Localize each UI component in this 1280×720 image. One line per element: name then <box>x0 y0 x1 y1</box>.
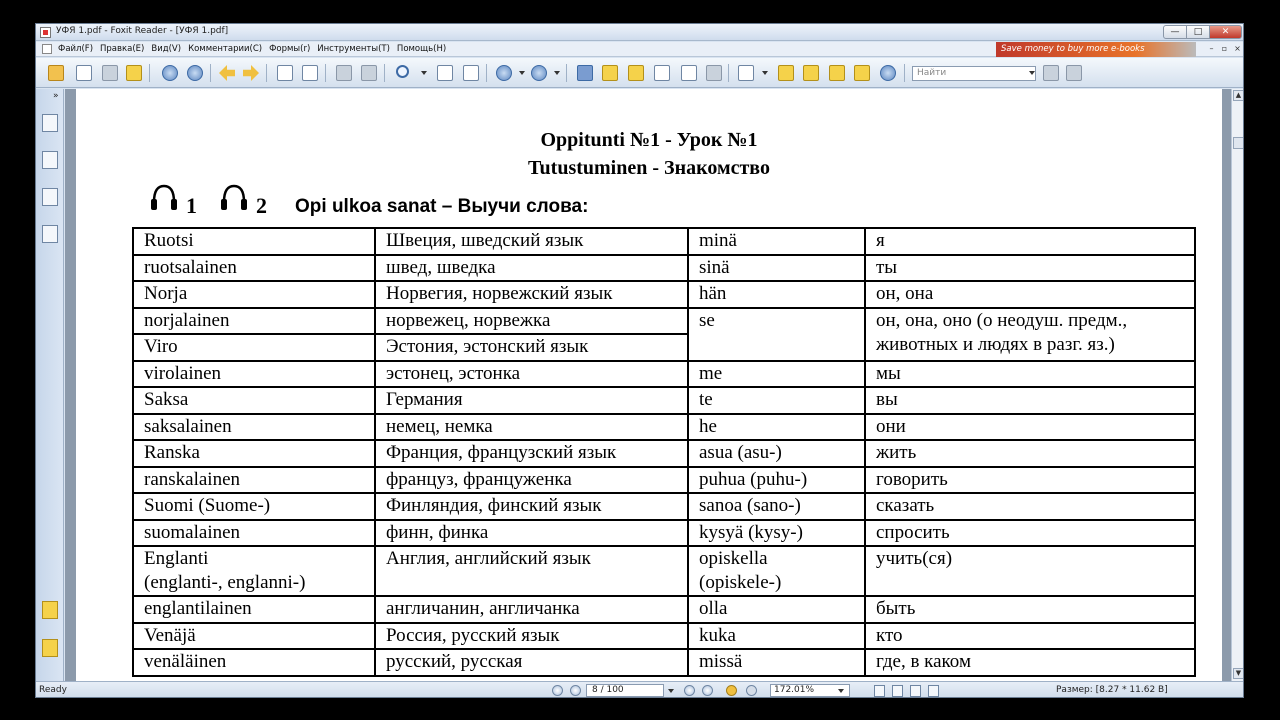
fit-page-icon[interactable] <box>437 65 453 81</box>
zoom-in-icon[interactable] <box>531 65 547 81</box>
note-icon[interactable] <box>854 65 870 81</box>
chevron-down-icon[interactable] <box>421 71 427 75</box>
table-cell: kuka <box>688 623 865 650</box>
table-cell: швед, шведка <box>375 255 688 282</box>
table-cell: немец, немка <box>375 414 688 441</box>
forward-icon[interactable] <box>243 65 259 81</box>
table-cell: русский, русская <box>375 649 688 676</box>
table-cell <box>865 308 1195 361</box>
menu-bar <box>36 42 1243 57</box>
save-icon[interactable] <box>76 65 92 81</box>
menu-edit[interactable]: Правка(E) <box>100 44 145 54</box>
table-row <box>133 361 1195 388</box>
facing-icon[interactable] <box>910 685 921 697</box>
cell-line: opiskella <box>699 548 768 569</box>
hand-tool-icon[interactable] <box>577 65 593 81</box>
table-cell: француз, француженка <box>375 467 688 494</box>
table-row <box>133 308 1195 335</box>
zoom-input[interactable]: 172.01% <box>770 684 850 697</box>
email-icon[interactable] <box>126 65 142 81</box>
foxit-window <box>35 23 1244 698</box>
table-row <box>133 387 1195 414</box>
pdf-page <box>76 89 1222 681</box>
text-tool-icon[interactable] <box>654 65 670 81</box>
menu-forms[interactable]: Формы(r) <box>269 44 311 54</box>
table-cell: англичанин, англичанка <box>375 596 688 623</box>
status-bar <box>36 681 1243 698</box>
table-row <box>133 414 1195 441</box>
back-icon[interactable] <box>726 685 737 696</box>
continuous-facing-icon[interactable] <box>928 685 939 697</box>
table-cell: hän <box>688 281 865 308</box>
toolbar <box>36 58 1243 88</box>
back-icon[interactable] <box>219 65 235 81</box>
cell-line: (opiskele-) <box>699 572 782 593</box>
search-input[interactable]: Найти <box>912 66 1036 81</box>
scroll-up-icon[interactable]: ▲ <box>1233 90 1244 101</box>
table-cell: kysyä (kysy-) <box>688 520 865 547</box>
menu-tools[interactable]: Инструменты(T) <box>317 44 390 54</box>
pages-icon[interactable] <box>42 151 58 169</box>
scroll-down-icon[interactable]: ▼ <box>1233 668 1244 679</box>
table-cell: Норвегия, норвежский язык <box>375 281 688 308</box>
table-cell: Ranska <box>133 440 375 467</box>
vocabulary-table <box>132 227 1196 677</box>
table-row <box>133 255 1195 282</box>
select-text-icon[interactable] <box>602 65 618 81</box>
minimize-button[interactable]: — <box>1163 25 1187 39</box>
table-cell: Россия, русский язык <box>375 623 688 650</box>
table-cell: жить <box>865 440 1195 467</box>
cell-line: (englanti-, englanni-) <box>144 572 306 593</box>
menu-view[interactable]: Вид(V) <box>151 44 182 54</box>
table-cell: говорить <box>865 467 1195 494</box>
table-row <box>133 596 1195 623</box>
table-cell: мы <box>865 361 1195 388</box>
pencil-icon[interactable] <box>778 65 794 81</box>
vertical-scrollbar[interactable] <box>1231 89 1244 681</box>
menu-file[interactable]: Файл(F) <box>58 44 94 54</box>
annotations-icon[interactable] <box>42 225 58 243</box>
menu-help[interactable]: Помощь(H) <box>396 44 447 54</box>
scroll-thumb[interactable] <box>1233 137 1244 149</box>
typewriter-icon[interactable] <box>681 65 697 81</box>
table-cell: ruotsalainen <box>133 255 375 282</box>
table-cell: ты <box>865 255 1195 282</box>
promo-banner[interactable]: Save money to buy more e-books <box>996 42 1196 57</box>
table-row <box>133 493 1195 520</box>
table-cell: Германия <box>375 387 688 414</box>
table-cell: Швеция, шведский язык <box>375 228 688 255</box>
table-row <box>133 467 1195 494</box>
single-page-icon[interactable] <box>874 685 885 697</box>
textbox-icon[interactable] <box>829 65 845 81</box>
table-cell: saksalainen <box>133 414 375 441</box>
table-cell: быть <box>865 596 1195 623</box>
page-number-input[interactable]: 8 / 100 <box>586 684 664 697</box>
table-cell: Norja <box>133 281 375 308</box>
menu-items <box>58 44 446 54</box>
table-cell <box>133 546 375 596</box>
headphones-icon <box>149 182 179 212</box>
document-area[interactable] <box>65 89 1231 681</box>
app-icon <box>40 27 51 38</box>
insert-pages-icon[interactable] <box>302 65 318 81</box>
highlight-icon[interactable] <box>803 65 819 81</box>
first-page-icon[interactable] <box>552 685 563 696</box>
layers-icon[interactable] <box>42 188 58 206</box>
table-cell: te <box>688 387 865 414</box>
audio-track-1: 1 <box>186 193 197 218</box>
table-cell: Saksa <box>133 387 375 414</box>
table-cell: minä <box>688 228 865 255</box>
table-row <box>133 281 1195 308</box>
table-cell: se <box>688 308 865 361</box>
doc-restore-icon[interactable]: ▫ <box>1221 44 1228 53</box>
table-cell: Финляндия, финский язык <box>375 493 688 520</box>
attachments-icon[interactable] <box>42 639 58 657</box>
table-cell: Suomi (Suome-) <box>133 493 375 520</box>
close-button[interactable]: ✕ <box>1209 25 1242 39</box>
last-page-icon[interactable] <box>702 685 713 696</box>
find-prev-icon[interactable] <box>1043 65 1059 81</box>
table-cell: вы <box>865 387 1195 414</box>
comment-tool-icon[interactable] <box>738 65 754 81</box>
zoom-icon[interactable] <box>396 65 409 78</box>
title-bar[interactable] <box>36 24 1243 41</box>
table-row <box>133 649 1195 676</box>
select-annotation-icon[interactable] <box>628 65 644 81</box>
chevron-down-icon[interactable] <box>668 689 674 693</box>
table-row <box>133 546 1195 596</box>
table-cell: asua (asu-) <box>688 440 865 467</box>
cell-line: животных и людях в разг. яз.) <box>876 333 1115 355</box>
table-cell: sanoa (sano-) <box>688 493 865 520</box>
table-cell: virolainen <box>133 361 375 388</box>
continuous-icon[interactable] <box>892 685 903 697</box>
document-icon[interactable] <box>42 44 52 54</box>
headphones-icon <box>219 182 249 212</box>
table-cell: норвежец, норвежка <box>375 308 688 335</box>
table-cell: кто <box>865 623 1195 650</box>
print-icon[interactable] <box>102 65 118 81</box>
next-page-icon[interactable] <box>187 65 203 81</box>
cell-line: Englanti <box>144 548 209 569</box>
open-icon[interactable] <box>48 65 64 81</box>
table-cell: he <box>688 414 865 441</box>
table-cell: Англия, английский язык <box>375 546 688 596</box>
table-cell: я <box>865 228 1195 255</box>
cell-line: он, она, оно (о неодуш. предм., <box>876 309 1128 331</box>
chevron-down-icon[interactable] <box>1029 71 1035 75</box>
table-cell: Эстония, эстонский язык <box>375 334 688 361</box>
table-cell: Ruotsi <box>133 228 375 255</box>
next-page-icon[interactable] <box>684 685 695 696</box>
bookmarks-icon[interactable] <box>42 114 58 132</box>
table-cell <box>688 546 865 596</box>
table-cell: puhua (puhu-) <box>688 467 865 494</box>
chevron-down-icon[interactable] <box>554 71 560 75</box>
page-subtitle: Tutustuminen - Знакомство <box>528 157 770 179</box>
table-row <box>133 623 1195 650</box>
audio-track-2: 2 <box>256 193 267 218</box>
table-cell: ranskalainen <box>133 467 375 494</box>
table-cell: missä <box>688 649 865 676</box>
table-cell: englantilainen <box>133 596 375 623</box>
left-panel <box>36 89 64 681</box>
doc-close-icon[interactable]: × <box>1234 44 1241 53</box>
expand-panel-icon[interactable]: » <box>53 91 59 101</box>
table-row <box>133 440 1195 467</box>
undo-icon[interactable] <box>336 65 352 81</box>
chevron-down-icon[interactable] <box>838 689 844 693</box>
table-cell: Франция, французский язык <box>375 440 688 467</box>
table-cell: Venäjä <box>133 623 375 650</box>
forward-icon[interactable] <box>746 685 757 696</box>
snapshot-icon[interactable] <box>706 65 722 81</box>
find-next-icon[interactable] <box>1066 65 1082 81</box>
table-cell: olla <box>688 596 865 623</box>
chevron-down-icon[interactable] <box>519 71 525 75</box>
window-title: УФЯ 1.pdf - Foxit Reader - [УФЯ 1.pdf] <box>56 26 229 36</box>
table-cell: Viro <box>133 334 375 361</box>
page-title: Oppitunti №1 - Урок №1 <box>540 129 758 151</box>
redo-icon[interactable] <box>361 65 377 81</box>
table-cell: эстонец, эстонка <box>375 361 688 388</box>
comments-icon[interactable] <box>42 601 58 619</box>
arrow-tool-icon[interactable] <box>880 65 896 81</box>
table-cell: сказать <box>865 493 1195 520</box>
table-cell: me <box>688 361 865 388</box>
table-row <box>133 520 1195 547</box>
maximize-button[interactable]: □ <box>1186 25 1210 39</box>
table-cell: спросить <box>865 520 1195 547</box>
extract-pages-icon[interactable] <box>277 65 293 81</box>
table-cell: они <box>865 414 1195 441</box>
table-cell: norjalainen <box>133 308 375 335</box>
page-size: Размер: [8.27 * 11.62 В] <box>1056 685 1168 695</box>
table-row <box>133 228 1195 255</box>
table-cell: где, в каком <box>865 649 1195 676</box>
table-cell: venäläinen <box>133 649 375 676</box>
fit-width-icon[interactable] <box>463 65 479 81</box>
doc-minimize-icon[interactable]: – <box>1209 44 1214 53</box>
table-cell: финн, финка <box>375 520 688 547</box>
instruction-heading: Opi ulkoa sanat – Выучи слова: <box>295 196 589 217</box>
table-cell: он, она <box>865 281 1195 308</box>
status-text: Ready <box>39 685 67 695</box>
menu-comments[interactable]: Комментарии(C) <box>188 44 263 54</box>
first-page-icon[interactable] <box>162 65 178 81</box>
table-cell: учить(ся) <box>865 546 1195 596</box>
table-cell: sinä <box>688 255 865 282</box>
prev-page-icon[interactable] <box>570 685 581 696</box>
zoom-out-icon[interactable] <box>496 65 512 81</box>
table-cell: suomalainen <box>133 520 375 547</box>
chevron-down-icon[interactable] <box>762 71 768 75</box>
